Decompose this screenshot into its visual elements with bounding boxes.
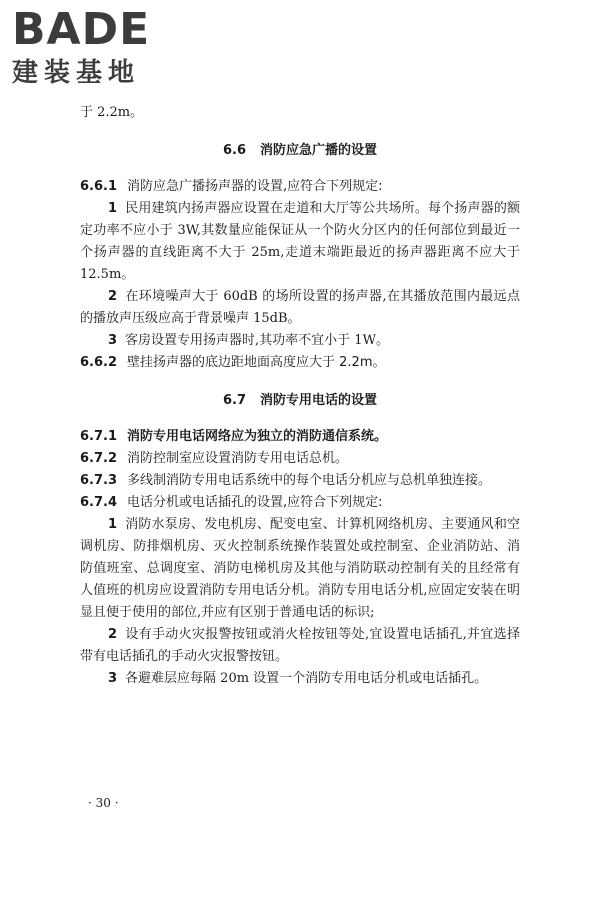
clause-text: 多线制消防专用电话系统中的每个电话分机应与总机单独连接。 bbox=[127, 473, 492, 488]
item-number: 3 bbox=[108, 671, 118, 686]
item-text: 客房设置专用扬声器时,其功率不宜小于 1W。 bbox=[125, 333, 389, 348]
clause-text: 电话分机或电话插孔的设置,应符合下列规定: bbox=[127, 495, 383, 510]
clause-number: 6.7.3 bbox=[80, 473, 118, 488]
section-6-7-heading bbox=[80, 390, 520, 412]
item-6-6-1-3 bbox=[80, 330, 520, 352]
item-text: 民用建筑内扬声器应设置在走道和大厅等公共场所。每个扬声器的额定功率不应小于 3W,其数量应能保证从一个防火分区内的任何部位到最近一个扬声器的直线距离不大于 25m,走道末端距最近的扬声器距离不应大于 12.5m。 bbox=[80, 201, 520, 282]
item-text: 消防水泵房、发电机房、配变电室、计算机网络机房、主要通风和空调机房、防排烟机房、灭火控制系统操作装置处或控制室、企业消防站、消防值班室、总调度室、消防电梯机房及其他与消防联动控制有关的且经常有人值班的机房应设置消防专用电话分机。消防专用电话分机,应固定安装在明显且便于使用的部位,并应有区别于普通电话的标识; bbox=[80, 517, 520, 620]
clause-number: 6.6.2 bbox=[80, 355, 118, 370]
clause-text: 消防应急广播扬声器的设置,应符合下列规定: bbox=[127, 179, 383, 194]
section-number: 6.7 bbox=[222, 393, 246, 408]
section-title: 消防专用电话的设置 bbox=[260, 393, 378, 408]
item-number: 3 bbox=[108, 333, 118, 348]
clause-6-6-2 bbox=[80, 352, 520, 374]
page-number: · 30 · bbox=[88, 796, 119, 810]
item-6-7-4-3 bbox=[80, 668, 520, 690]
item-text: 设有手动火灾报警按钮或消火栓按钮等处,宜设置电话插孔,并宜选择带有电话插孔的手动火灾报警按钮。 bbox=[80, 627, 520, 664]
section-number: 6.6 bbox=[222, 143, 246, 158]
clause-6-7-1 bbox=[80, 426, 520, 448]
clause-number: 6.6.1 bbox=[80, 179, 118, 194]
continued-line: 于 2.2m。 bbox=[80, 105, 144, 120]
item-text: 各避难层应每隔 20m 设置一个消防专用电话分机或电话插孔。 bbox=[125, 671, 488, 686]
item-6-6-1-2 bbox=[80, 286, 520, 330]
clause-number: 6.7.1 bbox=[80, 429, 118, 444]
item-number: 1 bbox=[108, 201, 118, 216]
item-number: 1 bbox=[108, 517, 118, 532]
section-title: 消防应急广播的设置 bbox=[260, 143, 378, 158]
item-6-6-1-1 bbox=[80, 198, 520, 286]
item-number: 2 bbox=[108, 289, 118, 304]
item-6-7-4-1 bbox=[80, 514, 520, 624]
logo-brand: BADE bbox=[12, 4, 151, 55]
document-page bbox=[80, 100, 520, 690]
bade-logo bbox=[12, 6, 182, 88]
item-text: 在环境噪声大于 60dB 的场所设置的扬声器,在其播放范围内最远点的播放声压级应高于背景噪声 15dB。 bbox=[80, 289, 520, 326]
clause-6-7-4 bbox=[80, 492, 520, 514]
logo-subtitle: 建装基地 bbox=[12, 58, 141, 88]
clause-text: 消防专用电话网络应为独立的消防通信系统。 bbox=[127, 429, 388, 444]
clause-number: 6.7.4 bbox=[80, 495, 118, 510]
item-6-7-4-2 bbox=[80, 624, 520, 668]
clause-text: 消防控制室应设置消防专用电话总机。 bbox=[127, 451, 349, 466]
clause-6-7-3 bbox=[80, 470, 520, 492]
clause-6-6-1 bbox=[80, 176, 520, 198]
item-number: 2 bbox=[108, 627, 118, 642]
clause-6-7-2 bbox=[80, 448, 520, 470]
clause-number: 6.7.2 bbox=[80, 451, 118, 466]
section-6-6-heading bbox=[80, 140, 520, 162]
clause-text: 壁挂扬声器的底边距地面高度应大于 2.2m。 bbox=[127, 355, 386, 370]
